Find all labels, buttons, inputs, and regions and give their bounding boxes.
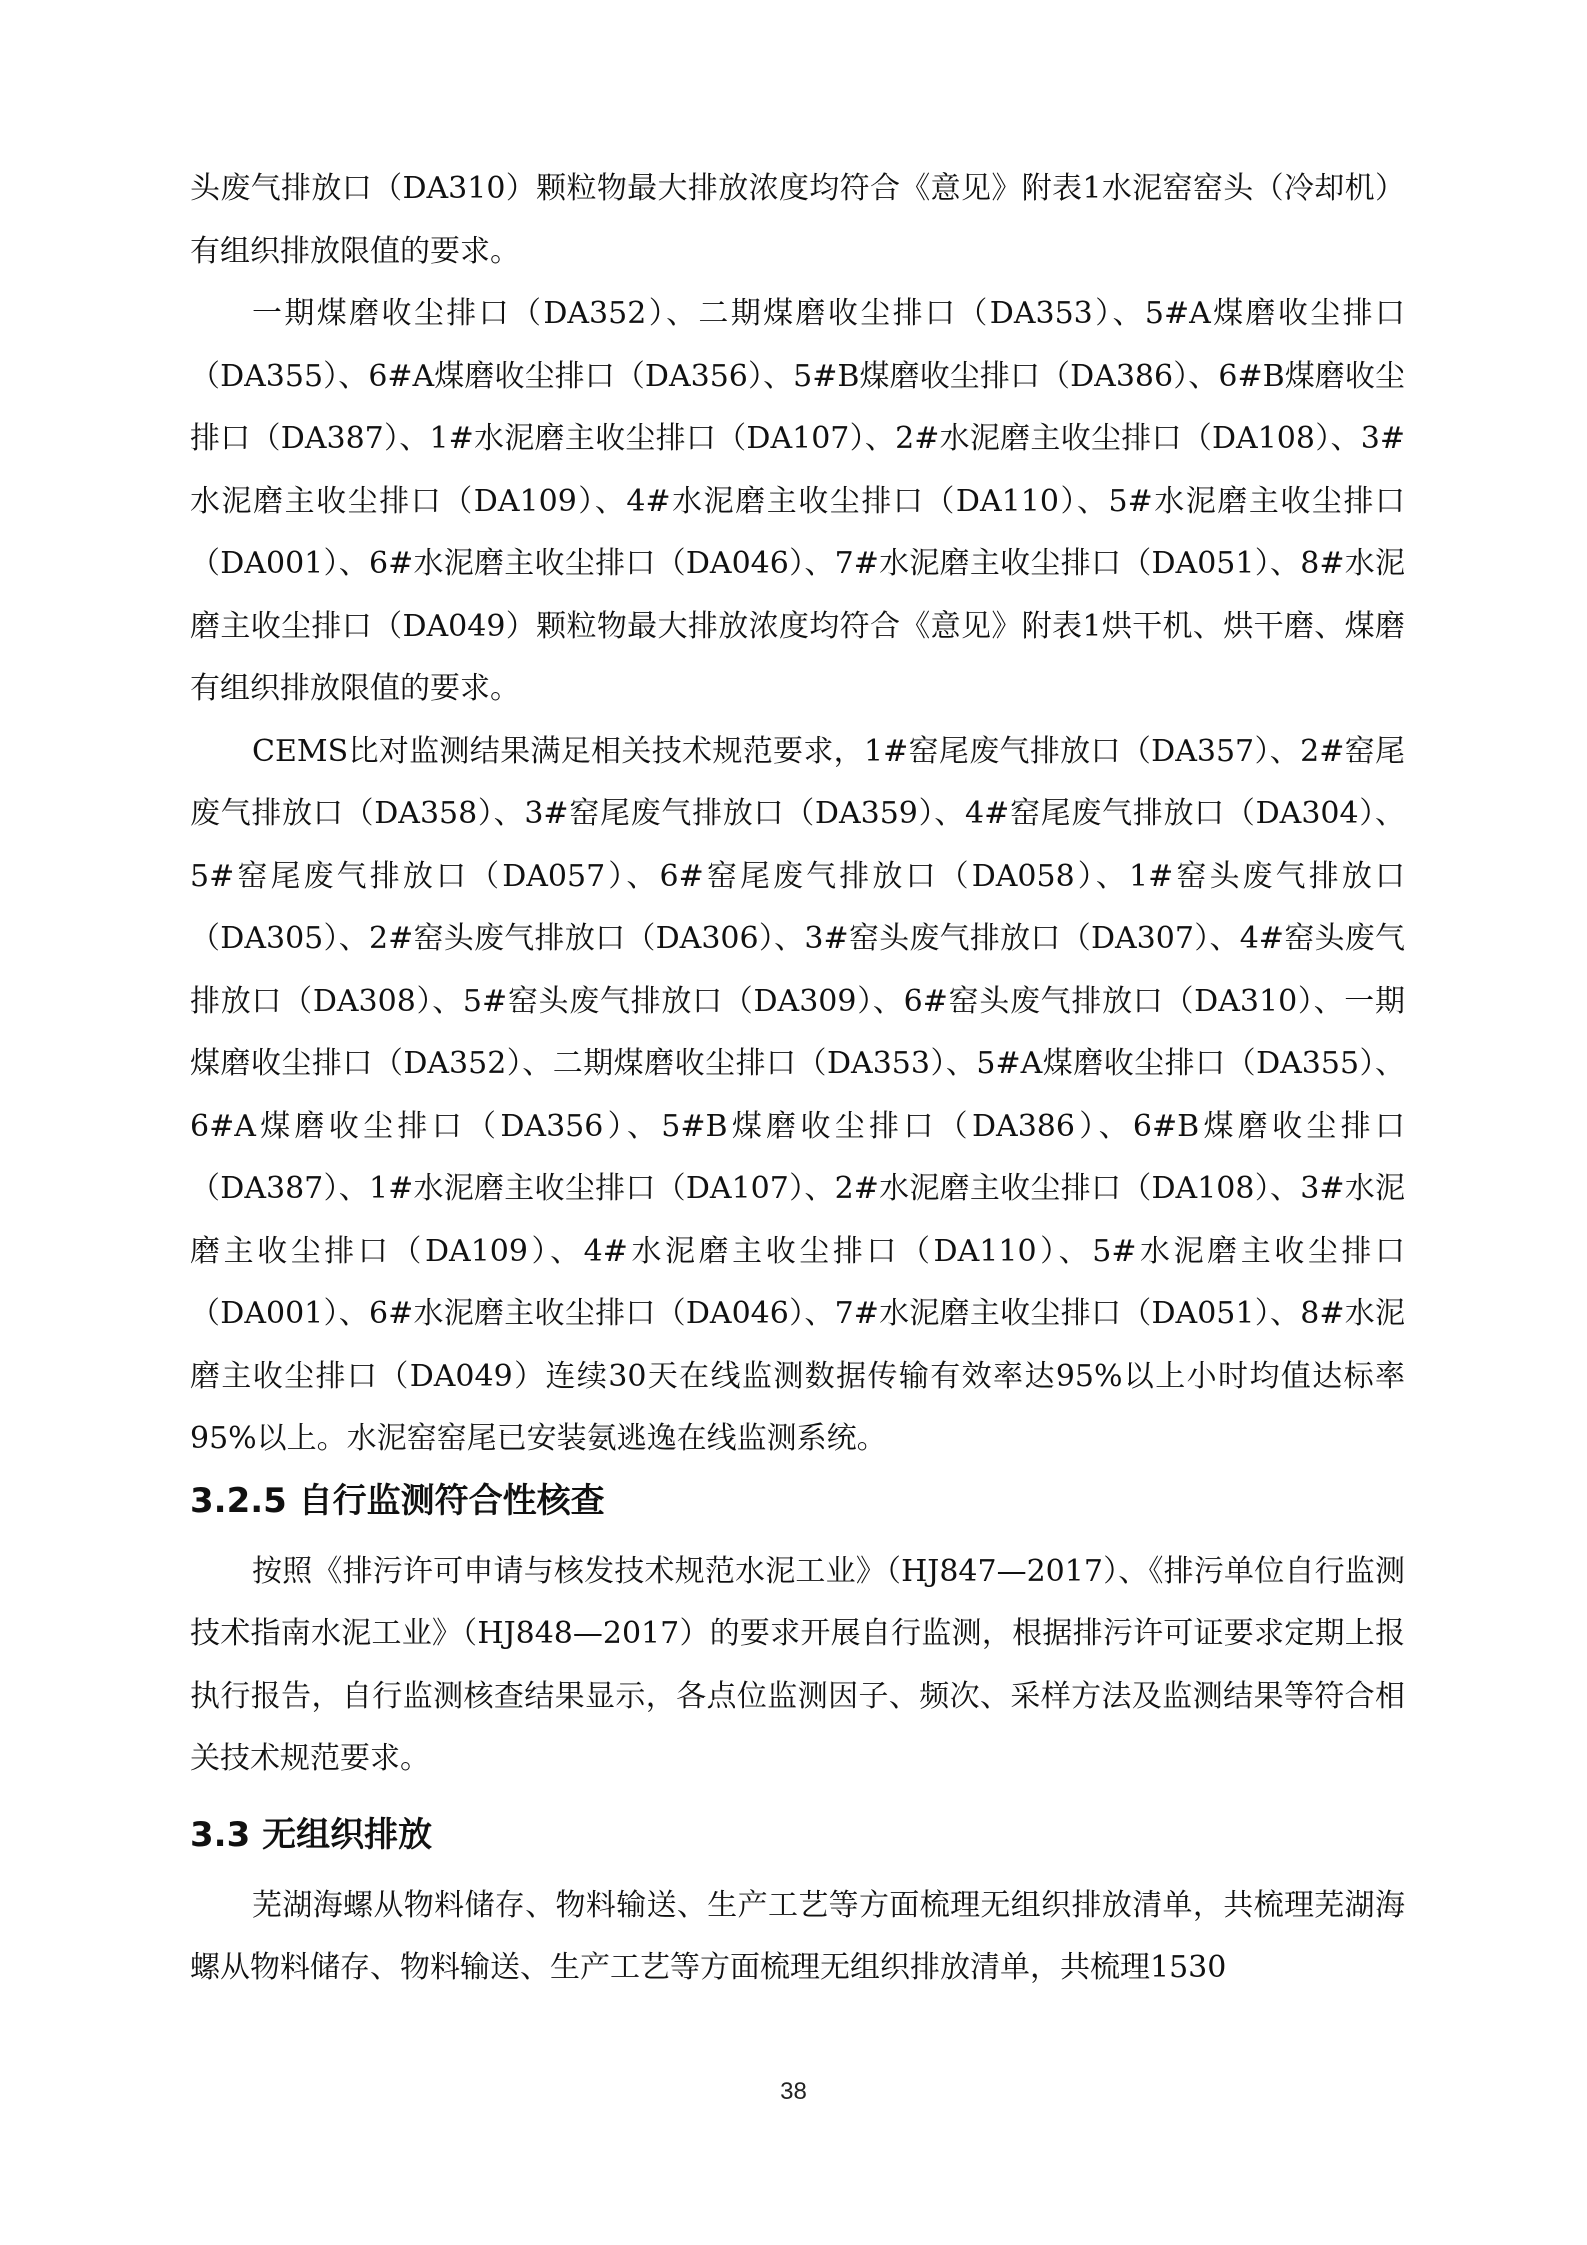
paragraph-coal-mill-cement-mill-outlets: 一期煤磨收尘排口（DA352）、二期煤磨收尘排口（DA353）、5#A煤磨收尘排口（DA355）、6#A煤磨收尘排口（DA356）、5#B煤磨收尘排口（DA386）、6#B煤磨收尘排口（DA387）、1#水泥磨主收尘排口（DA107）、2#水泥磨主收尘排口（DA108）、3#水泥磨主收尘排口（DA109）、4#水泥磨主收尘排口（DA110）、5#水泥磨主收尘排口（DA001）、6#水泥磨主收尘排口（DA046）、7#水泥磨主收尘排口（DA051）、8#水泥磨主收尘排口（DA049）颗粒物最大排放浓度均符合《意见》附表1烘干机、烘干磨、煤磨有组织排放限值的要求。 (190, 296, 1405, 706)
page-number: 38 (780, 2078, 807, 2105)
paragraph-cems-monitoring: CEMS比对监测结果满足相关技术规范要求，1#窑尾废气排放口（DA357）、2#窑尾废气排放口（DA358）、3#窑尾废气排放口（DA359）、4#窑尾废气排放口（DA304）、5#窑尾废气排放口（DA057）、6#窑尾废气排放口（DA058）、1#窑头废气排放口（DA305）、2#窑头废气排放口（DA306）、3#窑头废气排放口（DA307）、4#窑头废气排放口（DA308）、5#窑头废气排放口（DA309）、6#窑头废气排放口（DA310）、一期煤磨收尘排口（DA352）、二期煤磨收尘排口（DA353）、5#A煤磨收尘排口（DA355）、6#A煤磨收尘排口（DA356）、5#B煤磨收尘排口（DA386）、6#B煤磨收尘排口（DA387）、1#水泥磨主收尘排口（DA107）、2#水泥磨主收尘排口（DA108）、3#水泥磨主收尘排口（DA109）、4#水泥磨主收尘排口（DA110）、5#水泥磨主收尘排口（DA001）、6#水泥磨主收尘排口（DA046）、7#水泥磨主收尘排口（DA051）、8#水泥磨主收尘排口（DA049）连续30天在线监测数据传输有效率达95%以上小时均值达标率95%以上。水泥窑窑尾已安装氨逃逸在线监测系统。 (190, 733, 1405, 1456)
paragraph-fugitive-emissions: 芜湖海螺从物料储存、物料输送、生产工艺等方面梳理无组织排放清单，共梳理芜湖海螺从物料储存、物料输送、生产工艺等方面梳理无组织排放清单，共梳理1530 (190, 1887, 1405, 1985)
document-body (190, 158, 1405, 2000)
section-heading-3-3: 3.3 无组织排放 (190, 1814, 433, 1855)
paragraph-self-monitoring: 按照《排污许可申请与核发技术规范水泥工业》（HJ847—2017）、《排污单位自行监测技术指南水泥工业》（HJ848—2017）的要求开展自行监测，根据排污许可证要求定期上报执行报告，自行监测核查结果显示，各点位监测因子、频次、采样方法及监测结果等符合相关技术规范要求。 (190, 1553, 1405, 1776)
section-heading-3-2-5: 3.2.5 自行监测符合性核查 (190, 1480, 605, 1521)
paragraph-continuation-kiln-head: 头废气排放口（DA310）颗粒物最大排放浓度均符合《意见》附表1水泥窑窑头（冷却机）有组织排放限值的要求。 (190, 171, 1405, 269)
